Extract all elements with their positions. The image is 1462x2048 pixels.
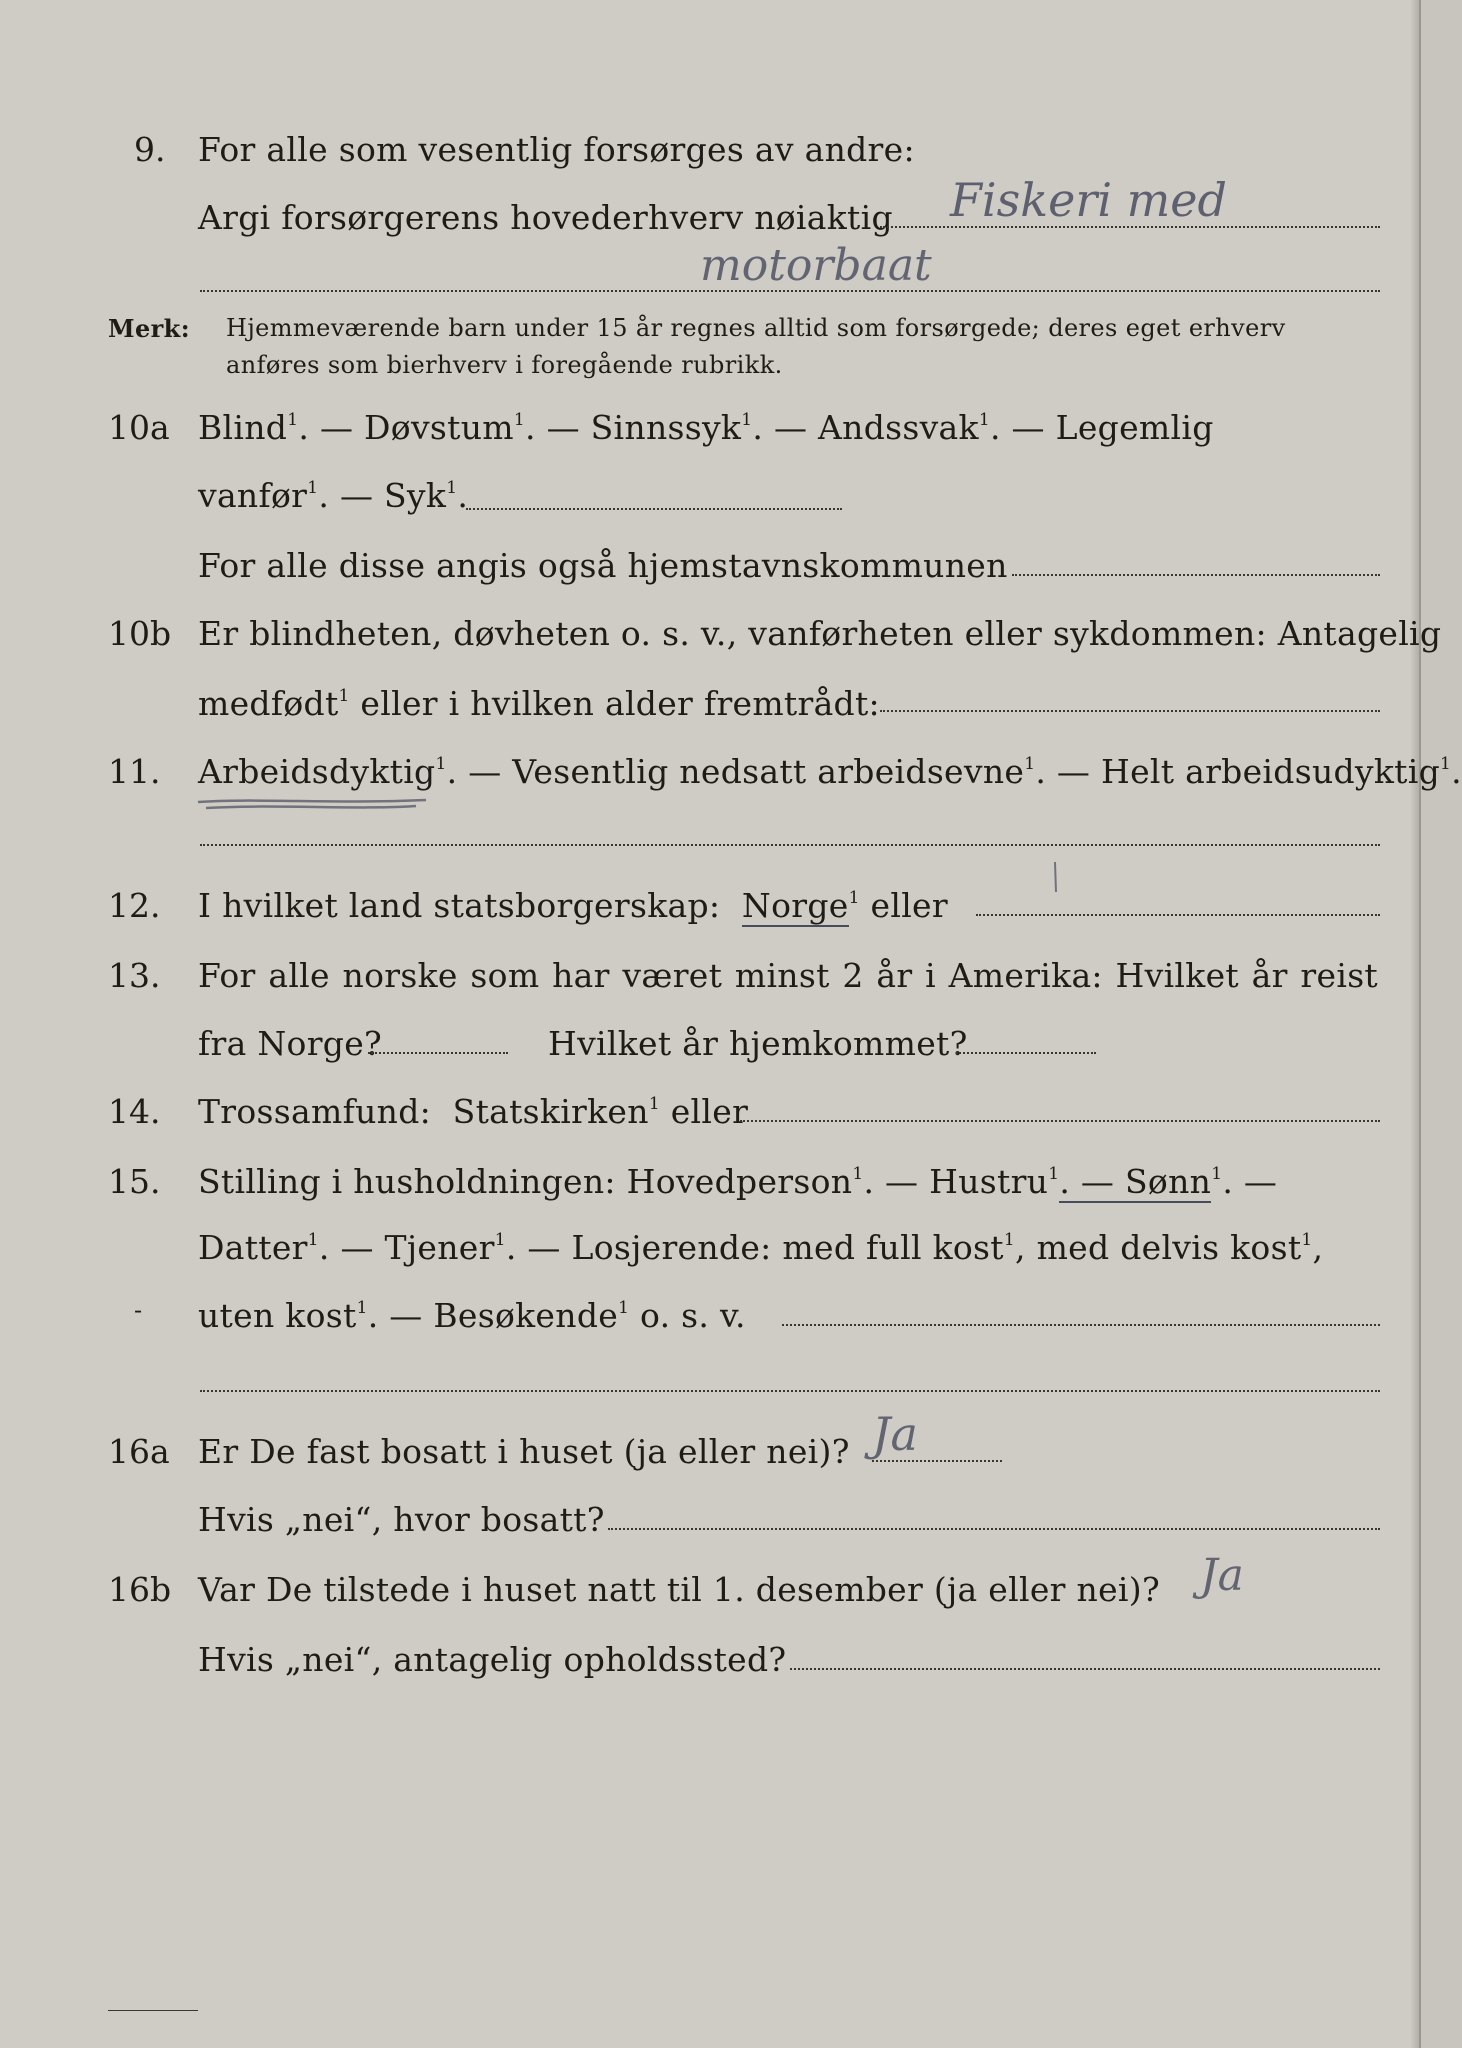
item-9-answer-text-2: motorbaat xyxy=(700,240,932,291)
item-16b-answer-text: Ja xyxy=(1200,1550,1244,1601)
item-12-answer-line xyxy=(976,914,1380,916)
item-10a-line-2: vanfør$^1$. — Syk$^1$. xyxy=(198,476,469,515)
item-9-instruction: Argi forsørgerens hovederhverv nøiaktig xyxy=(198,198,893,237)
margin-mark: - xyxy=(134,1296,143,1324)
item-14-number: 14. xyxy=(108,1092,161,1131)
item-16a-line-1: Er De fast bosatt i huset (ja eller nei)? xyxy=(198,1432,850,1471)
merk-label: Merk: xyxy=(108,314,190,343)
item-13-line-1: For alle norske som har været minst 2 år i Amerika: Hvilket år reist xyxy=(198,956,1378,995)
option-andssvak: . — Andssvak xyxy=(752,408,979,447)
footnote-rule xyxy=(108,2010,198,2011)
item-14-answer-line xyxy=(740,1120,1380,1122)
item-13-line-2b: Hvilket år hjemkommet? xyxy=(548,1024,968,1063)
item-16a-line-2: Hvis „nei“, hvor bosatt? xyxy=(198,1500,605,1539)
item-10b-answer-line xyxy=(880,710,1380,712)
item-16a-number: 16a xyxy=(108,1432,170,1471)
item-11-handwritten-underline xyxy=(196,794,436,818)
item-16b-number: 16b xyxy=(108,1570,172,1609)
item-10a-line-1: Blind$^1$. — Døvstum$^1$. — Sinnssyk$^1$. — Andssvak$^1$. — Legemlig xyxy=(198,408,1214,447)
item-9-answer-text-1: Fiskeri med xyxy=(950,173,1227,227)
item-9-number: 9. xyxy=(134,130,166,169)
item-9-question: For alle som vesentlig forsørges av andre: xyxy=(198,130,915,169)
item-13-number: 13. xyxy=(108,956,161,995)
item-12-number: 12. xyxy=(108,886,161,925)
item-16a-answer-line-2 xyxy=(608,1528,1380,1530)
option-arbeidsudyktig: . — Helt arbeidsudyktig xyxy=(1035,752,1440,791)
item-15-number: 15. xyxy=(108,1162,161,1201)
item-16b-handwritten-answer xyxy=(1200,1546,1310,1610)
item-9-handwritten-answer-2 xyxy=(700,240,1160,304)
item-16b-line-2: Hvis „nei“, antagelig opholdssted? xyxy=(198,1640,787,1679)
item-16b-answer-line xyxy=(790,1668,1380,1670)
item-10a-line-3: For alle disse angis også hjemstavnskommunen xyxy=(198,546,1008,585)
item-12-line: I hvilket land statsborgerskap: Norge$^1$ eller xyxy=(198,886,948,925)
item-16b-line-1: Var De tilstede i huset natt til 1. desember (ja eller nei)? xyxy=(198,1570,1160,1609)
option-blind: Blind xyxy=(198,408,288,447)
item-15-line-2: Datter$^1$. — Tjener$^1$. — Losjerende: med full kost$^1$, med delvis kost$^1$, xyxy=(198,1228,1324,1267)
item-14-line: Trossamfund: Statskirken$^1$ eller xyxy=(198,1092,749,1131)
option-sonn: . — Sønn xyxy=(1059,1162,1212,1201)
option-arbeidsdyktig: Arbeidsdyktig xyxy=(198,752,436,791)
item-15-answer-line-1 xyxy=(782,1324,1380,1326)
item-15-line-3: uten kost$^1$. — Besøkende$^1$ o. s. v. xyxy=(198,1296,746,1335)
option-statskirken: Statskirken xyxy=(452,1092,649,1131)
item-11-line: Arbeidsdyktig$^1$. — Vesentlig nedsatt arbeidsevne$^1$. — Helt arbeidsudyktig$^1$. xyxy=(198,752,1462,791)
item-10b-number: 10b xyxy=(108,614,172,653)
option-vanfor: vanfør xyxy=(198,476,308,515)
merk-text-line-1: Hjemmeværende barn under 15 år regnes alltid som forsørgede; deres eget erhverv xyxy=(226,314,1286,342)
item-10b-line-1: Er blindheten, døvheten o. s. v., vanførheten eller sykdommen: Antagelig xyxy=(198,614,1442,653)
page-edge xyxy=(1410,0,1419,2048)
item-15-answer-line-2 xyxy=(200,1390,1380,1392)
item-10a-answer-line-1 xyxy=(466,508,842,510)
option-legemlig: . — Legemlig xyxy=(989,408,1214,447)
item-15-line-1: Stilling i husholdningen: Hovedperson$^1$. — Hustru$^1$. — Sønn$^1$. — xyxy=(198,1162,1278,1201)
item-16a-handwritten-answer xyxy=(872,1404,982,1468)
item-13-answer-hjemkommet xyxy=(956,1052,1096,1054)
item-10a-number: 10a xyxy=(108,408,170,447)
item-9-handwritten-answer xyxy=(950,172,1380,236)
item-11-number: 11. xyxy=(108,752,161,791)
merk-text-line-2: anføres som bierhverv i foregående rubrikk. xyxy=(226,351,783,379)
option-nedsatt-arbeidsevne: . — Vesentlig nedsatt arbeidsevne xyxy=(446,752,1025,791)
item-10b-line-2: medfødt$^1$ eller i hvilken alder fremtrådt: xyxy=(198,684,880,723)
item-13-answer-reist xyxy=(368,1052,508,1054)
option-dovstum: . — Døvstum xyxy=(298,408,514,447)
item-16a-answer-text: Ja xyxy=(872,1407,918,1461)
option-syk: . — Syk xyxy=(318,476,447,515)
item-13-line-2a: fra Norge? xyxy=(198,1024,383,1063)
option-sinnssyk: . — Sinnssyk xyxy=(524,408,742,447)
option-norge: Norge xyxy=(741,886,849,925)
item-12-handwritten-tick xyxy=(1052,860,1060,898)
item-10a-answer-line-2 xyxy=(1012,574,1380,576)
item-11-answer-line xyxy=(200,844,1380,846)
